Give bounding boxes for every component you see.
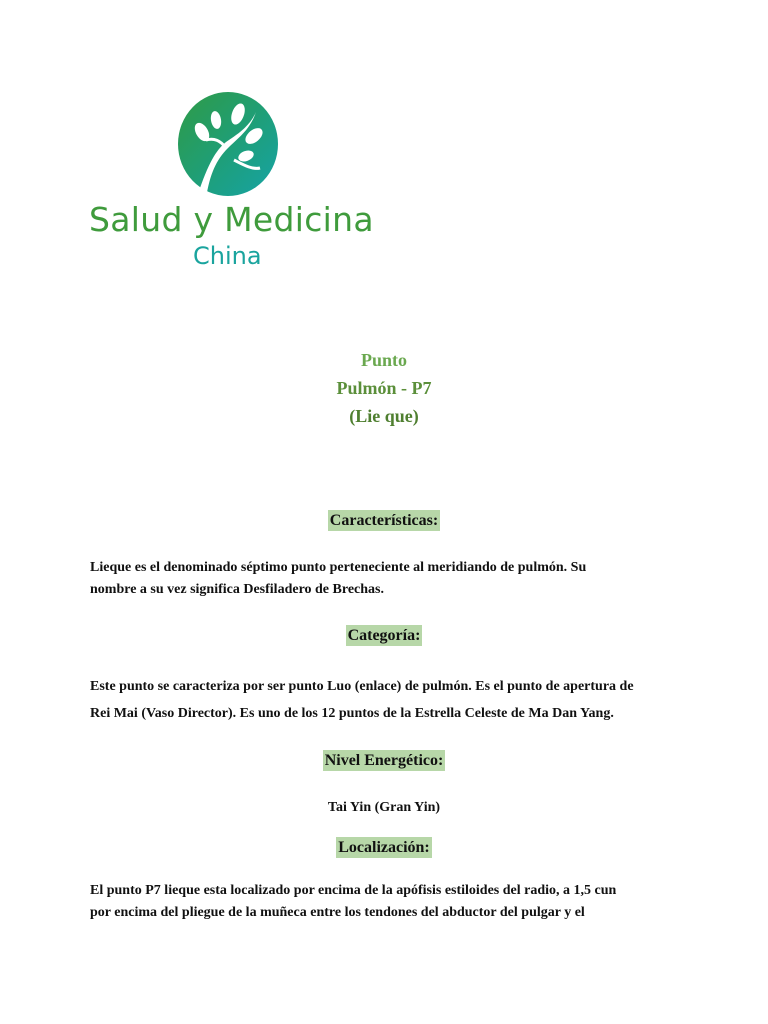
heading-nivel-energetico (0, 751, 768, 771)
heading-caracteristicas (0, 511, 768, 531)
paragraph-categoria (90, 673, 690, 727)
title-point-name: Pulmón - P7 (336, 378, 432, 398)
brand-name-line1: Salud y Medicina (89, 200, 374, 239)
heading-nivel-label: Nivel Energético: (324, 752, 444, 769)
paragraph-line: nombre a su vez significa Desfiladero de Brechas. (90, 582, 384, 597)
heading-localizacion-label: Localización: (338, 839, 430, 856)
nivel-value: Tai Yin (Gran Yin) (327, 800, 441, 815)
paragraph-caracteristicas (90, 557, 690, 601)
title-chinese-name: (Lie que) (349, 406, 419, 426)
brand-name-line2: China (193, 242, 262, 270)
paragraph-line: Este punto se caracteriza por ser punto Luo (enlace) de pulmón. Es el punto de apertura de (90, 679, 634, 694)
heading-categoria-label: Categoría: (347, 627, 421, 644)
heading-caracteristicas-label: Características: (329, 512, 439, 529)
paragraph-localizacion (90, 880, 690, 924)
heading-localizacion (0, 838, 768, 858)
tree-logo-icon (176, 90, 280, 198)
title-punto: Punto (360, 350, 407, 370)
paragraph-line: El punto P7 lieque esta localizado por encima de la apófisis estiloides del radio, a 1,5 cun (90, 883, 617, 898)
paragraph-line: Lieque es el denominado séptimo punto perteneciente al meridiando de pulmón. Su (90, 560, 587, 575)
brand-logo (88, 88, 378, 278)
paragraph-line: Rei Mai (Vaso Director). Es uno de los 12 puntos de la Estrella Celeste de Ma Dan Yang. (90, 706, 614, 721)
heading-categoria (0, 626, 768, 646)
paragraph-line: por encima del pliegue de la muñeca entre los tendones del abductor del pulgar y el (90, 905, 585, 920)
